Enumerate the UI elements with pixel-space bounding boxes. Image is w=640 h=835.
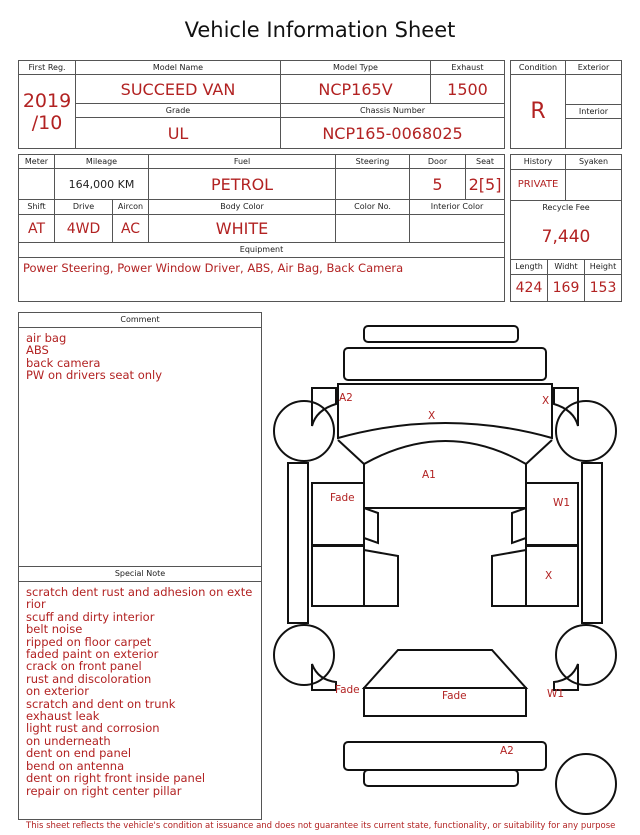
- comment-line: PW on drivers seat only: [26, 368, 163, 383]
- recycle-fee-value: 7,440: [511, 215, 622, 260]
- model-type-value: NCP165V: [281, 75, 431, 104]
- comment-line: air bag: [26, 331, 67, 345]
- roof-line-left: [338, 440, 364, 464]
- mirror-right: [512, 508, 526, 543]
- meter-label: Meter: [19, 155, 55, 169]
- model-name-label: Model Name: [76, 61, 281, 75]
- shift-label: Shift: [19, 200, 55, 214]
- wheel-front-left: [274, 401, 334, 461]
- length-label: Length: [511, 260, 548, 275]
- damage-mark-a2-top-left: A2: [339, 392, 353, 404]
- hood: [338, 384, 552, 438]
- damage-mark-x-top-right: X: [542, 395, 550, 407]
- damage-mark-a2-bottom: A2: [500, 745, 514, 757]
- steering-label: Steering: [336, 155, 410, 169]
- comment-panel: [18, 312, 262, 567]
- damage-mark-fade-bottom-left: Fade: [335, 684, 360, 696]
- drive-value: 4WD: [55, 214, 113, 243]
- damage-mark-w1-bottom-right: W1: [547, 688, 565, 700]
- car-damage-diagram: [268, 318, 628, 818]
- history-value: PRIVATE: [511, 169, 566, 200]
- first-reg-value: [19, 75, 76, 149]
- damage-mark-fade-left: Fade: [330, 492, 355, 504]
- interior-color-value: [410, 214, 505, 243]
- wheel-rear-right: [556, 625, 616, 685]
- first-reg-label: First Reg.: [19, 61, 76, 75]
- history-label: History: [511, 155, 566, 170]
- equipment-value: Power Steering, Power Window Driver, ABS, Air Bag, Back Camera: [19, 257, 505, 301]
- exhaust-value: 1500: [431, 75, 505, 104]
- special-note-line: scratch dent rust and adhesion on exte: [26, 585, 253, 599]
- color-no-value: [336, 214, 410, 243]
- comment-line: ABS: [26, 343, 49, 358]
- mileage-label: Mileage: [55, 155, 149, 169]
- wheel-front-right: [556, 401, 616, 461]
- special-note-line: on underneath: [26, 733, 111, 748]
- chassis-number-value: NCP165-0068025: [281, 118, 505, 149]
- model-type-label: Model Type: [281, 61, 431, 75]
- special-note-line: exhaust leak: [26, 709, 100, 724]
- rear-bumper: [344, 742, 546, 770]
- special-note-line: crack on front panel: [26, 659, 142, 674]
- history-table: [510, 154, 622, 302]
- side-right-rear: [582, 463, 602, 623]
- special-note-line: light rust and corrosion: [26, 721, 160, 736]
- meter-value: [19, 169, 55, 200]
- page-title: Vehicle Information Sheet: [184, 18, 456, 42]
- damage-mark-fade-bottom: Fade: [442, 690, 467, 702]
- seat-label: Seat: [466, 155, 505, 169]
- comment-line: back camera: [26, 355, 101, 370]
- width-label: Widht: [548, 260, 585, 275]
- car-outline: [274, 326, 616, 814]
- exhaust-label: Exhaust: [431, 61, 505, 75]
- interior-color-label: Interior Color: [410, 200, 505, 214]
- aircon-value: AC: [113, 214, 149, 243]
- grade-label: Grade: [76, 103, 281, 117]
- mirror-left: [364, 508, 378, 543]
- first-reg-month: /10: [31, 111, 63, 134]
- fuel-label: Fuel: [149, 155, 336, 169]
- exterior-value: [566, 75, 622, 105]
- special-note-line: repair on right center pillar: [26, 783, 182, 798]
- door-left-rear: [312, 546, 364, 606]
- color-no-label: Color No.: [336, 200, 410, 214]
- special-note-line: dent on right front inside panel: [26, 771, 206, 786]
- equipment-label: Equipment: [19, 243, 505, 257]
- door-value: 5: [410, 169, 466, 200]
- special-note-line: bend on antenna: [26, 758, 125, 773]
- special-note-line: on exterior: [26, 684, 89, 699]
- body-color-value: WHITE: [149, 214, 336, 243]
- door-label: Door: [410, 155, 466, 169]
- special-note-list: [19, 582, 261, 801]
- special-note-line: scuff and dirty interior: [26, 609, 155, 624]
- interior-value: [566, 119, 622, 149]
- wheel-rear-left: [274, 625, 334, 685]
- special-note-panel: [18, 566, 262, 820]
- recycle-fee-label: Recycle Fee: [511, 200, 622, 215]
- damage-mark-x-right: X: [545, 570, 553, 582]
- height-value: 153: [585, 274, 622, 301]
- special-note-line: ripped on floor carpet: [26, 634, 152, 649]
- first-reg-year: 2019: [22, 89, 72, 112]
- door-right-front: [526, 483, 578, 545]
- fuel-value: PETROL: [149, 169, 336, 200]
- window-right: [492, 550, 526, 606]
- comment-list: [19, 328, 261, 386]
- aircon-label: Aircon: [113, 200, 149, 214]
- grade-value: UL: [76, 118, 281, 149]
- syaken-label: Syaken: [566, 155, 622, 170]
- windshield: [364, 441, 526, 508]
- body-color-label: Body Color: [149, 200, 336, 214]
- disclaimer-footer: This sheet reflects the vehicle's condition at issuance and does not guarantee its current state, functionality, or suitability for any purpose: [26, 821, 616, 831]
- drive-label: Drive: [55, 200, 113, 214]
- spec-table: [18, 154, 505, 302]
- special-note-line: scratch and dent on trunk: [26, 696, 176, 711]
- condition-grade: R: [511, 75, 566, 149]
- front-bumper: [364, 326, 518, 342]
- model-info-table: [18, 60, 505, 149]
- width-value: 169: [548, 274, 585, 301]
- rear-glass: [364, 650, 526, 688]
- special-note-line: faded paint on exterior: [26, 647, 159, 662]
- shift-value: AT: [19, 214, 55, 243]
- length-value: 424: [511, 274, 548, 301]
- model-name-value: SUCCEED VAN: [76, 75, 281, 104]
- seat-value: 2[5]: [466, 169, 505, 200]
- special-note-line: belt noise: [26, 622, 83, 637]
- condition-label: Condition: [511, 61, 566, 75]
- syaken-value: [566, 169, 622, 200]
- interior-label: Interior: [566, 105, 622, 119]
- damage-mark-w1-right: W1: [553, 497, 571, 509]
- special-note-line: dent on end panel: [26, 746, 132, 761]
- condition-table: [510, 60, 622, 149]
- damage-mark-a1-hood: A1: [422, 469, 436, 481]
- front-grille: [344, 348, 546, 380]
- special-note-line: rust and discoloration: [26, 671, 152, 686]
- chassis-number-label: Chassis Number: [281, 103, 505, 117]
- damage-mark-x-roof: X: [428, 410, 436, 422]
- height-label: Height: [585, 260, 622, 275]
- special-note-label: Special Note: [19, 567, 261, 582]
- special-note-line: rior: [26, 597, 46, 612]
- side-left-rear: [288, 463, 308, 623]
- steering-value: [336, 169, 410, 200]
- spare-wheel: [556, 754, 616, 814]
- roof-line-right: [526, 440, 552, 464]
- comment-label: Comment: [19, 313, 261, 328]
- exterior-label: Exterior: [566, 61, 622, 75]
- rear-step: [364, 770, 518, 786]
- mileage-value: 164,000 KM: [55, 169, 149, 200]
- window-left: [364, 550, 398, 606]
